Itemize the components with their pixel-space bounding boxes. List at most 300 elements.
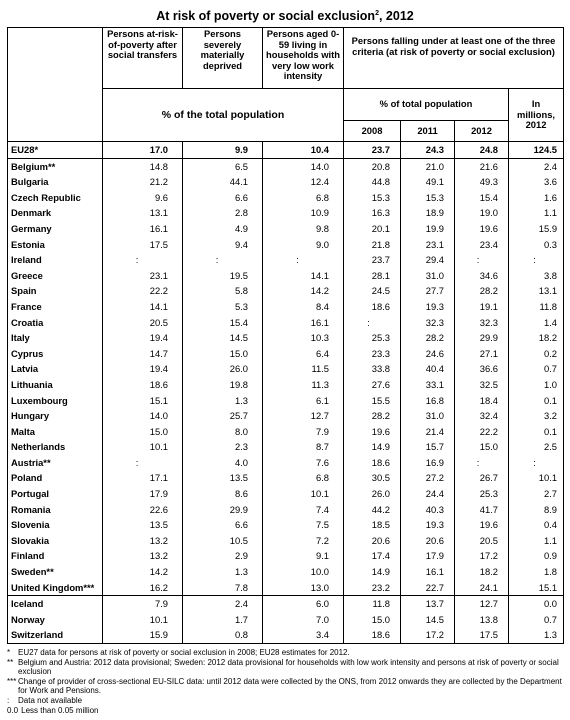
header-pct-total-population-sub: % of total population bbox=[344, 89, 509, 121]
footnote-marker: : bbox=[7, 695, 10, 705]
value-cell: 29.4 bbox=[401, 252, 455, 268]
footnote bbox=[7, 696, 570, 706]
value-cell: 1.7 bbox=[183, 612, 263, 628]
table-row bbox=[8, 346, 564, 362]
value-cell: 18.6 bbox=[344, 627, 401, 643]
table-row bbox=[8, 470, 564, 486]
value-cell: 3.8 bbox=[509, 268, 564, 284]
value-cell: 11.5 bbox=[263, 361, 344, 377]
value-cell: 9.9 bbox=[183, 142, 263, 159]
value-cell: 17.5 bbox=[103, 237, 183, 253]
value-cell: 13.1 bbox=[509, 283, 564, 299]
value-cell: 24.1 bbox=[455, 580, 509, 596]
value-cell: 24.5 bbox=[344, 283, 401, 299]
table-row bbox=[8, 486, 564, 502]
footnote bbox=[7, 658, 570, 677]
value-cell: 0.1 bbox=[509, 424, 564, 440]
value-cell: 25.3 bbox=[455, 486, 509, 502]
country-cell: Slovakia bbox=[11, 534, 50, 546]
footnote-text: Less than 0.05 million bbox=[21, 705, 99, 715]
value-cell: 16.8 bbox=[401, 393, 455, 409]
table-row bbox=[8, 237, 564, 253]
country-cell: Czech Republic bbox=[11, 191, 81, 203]
value-cell: 21.8 bbox=[344, 237, 401, 253]
value-cell: 21.4 bbox=[401, 424, 455, 440]
value-cell: 28.2 bbox=[344, 408, 401, 424]
value-cell: 23.7 bbox=[344, 252, 401, 268]
footnote-text: EU27 data for persons at risk of poverty or social exclusion in 2008; EU28 estimates for 2012. bbox=[18, 648, 350, 657]
value-cell: 44.2 bbox=[344, 502, 401, 518]
value-cell: 24.3 bbox=[401, 142, 455, 159]
value-cell: 11.8 bbox=[344, 596, 401, 612]
value-cell: 18.4 bbox=[455, 393, 509, 409]
value-cell: 13.2 bbox=[103, 533, 183, 549]
country-cell: Germany bbox=[11, 222, 52, 234]
value-cell: 1.3 bbox=[183, 564, 263, 580]
value-cell: 0.7 bbox=[509, 612, 564, 628]
table-row bbox=[8, 190, 564, 206]
table-row bbox=[8, 158, 564, 174]
value-cell: 8.6 bbox=[183, 486, 263, 502]
value-cell: 15.0 bbox=[344, 612, 401, 628]
value-cell: 15.4 bbox=[183, 315, 263, 331]
footnote bbox=[7, 677, 570, 696]
value-cell: 12.7 bbox=[263, 408, 344, 424]
value-cell: 4.9 bbox=[183, 221, 263, 237]
table-row bbox=[8, 627, 564, 643]
value-cell: 10.1 bbox=[103, 612, 183, 628]
value-cell: 1.8 bbox=[509, 564, 564, 580]
header-in-millions: In millions, 2012 bbox=[509, 89, 564, 142]
value-cell: 14.9 bbox=[344, 564, 401, 580]
value-cell: 21.6 bbox=[455, 158, 509, 174]
value-cell: 18.9 bbox=[401, 205, 455, 221]
value-cell: : bbox=[183, 252, 263, 268]
value-cell: 33.1 bbox=[401, 377, 455, 393]
footnote bbox=[7, 648, 570, 658]
country-cell: Estonia bbox=[11, 238, 45, 250]
value-cell: 27.6 bbox=[344, 377, 401, 393]
value-cell: 15.9 bbox=[509, 221, 564, 237]
value-cell: 13.2 bbox=[103, 548, 183, 564]
value-cell: 9.1 bbox=[263, 548, 344, 564]
value-cell: 17.1 bbox=[103, 470, 183, 486]
value-cell: 9.0 bbox=[263, 237, 344, 253]
value-cell: 0.2 bbox=[509, 346, 564, 362]
value-cell: 17.9 bbox=[401, 548, 455, 564]
value-cell: 6.8 bbox=[263, 190, 344, 206]
value-cell: 14.2 bbox=[103, 564, 183, 580]
table-row bbox=[8, 299, 564, 315]
value-cell: 26.0 bbox=[344, 486, 401, 502]
value-cell: 1.4 bbox=[509, 315, 564, 331]
value-cell: 15.3 bbox=[344, 190, 401, 206]
value-cell: 0.9 bbox=[509, 548, 564, 564]
value-cell: 15.1 bbox=[103, 393, 183, 409]
value-cell: 19.6 bbox=[455, 517, 509, 533]
value-cell: 14.1 bbox=[263, 268, 344, 284]
value-cell: 23.2 bbox=[344, 580, 401, 596]
value-cell: 7.4 bbox=[263, 502, 344, 518]
value-cell: 1.3 bbox=[509, 627, 564, 643]
value-cell: 14.7 bbox=[103, 346, 183, 362]
country-cell: Romania bbox=[11, 503, 51, 515]
value-cell: : bbox=[509, 252, 564, 268]
value-cell: 3.2 bbox=[509, 408, 564, 424]
value-cell: 27.7 bbox=[401, 283, 455, 299]
country-cell: Switzerland bbox=[11, 629, 64, 641]
value-cell: 15.0 bbox=[183, 346, 263, 362]
value-cell: 13.7 bbox=[401, 596, 455, 612]
value-cell: 32.4 bbox=[455, 408, 509, 424]
value-cell: 10.9 bbox=[263, 205, 344, 221]
value-cell: 16.9 bbox=[401, 455, 455, 471]
value-cell: 18.6 bbox=[103, 377, 183, 393]
value-cell: 8.9 bbox=[509, 502, 564, 518]
value-cell: 2.4 bbox=[509, 158, 564, 174]
value-cell: 17.5 bbox=[455, 627, 509, 643]
table-row bbox=[8, 408, 564, 424]
country-cell: Portugal bbox=[11, 488, 50, 500]
table-row bbox=[8, 393, 564, 409]
value-cell: : bbox=[103, 252, 183, 268]
table-row bbox=[8, 142, 564, 159]
header-at-risk-of-poverty: Persons at-risk-of-poverty after social transfers bbox=[103, 28, 183, 89]
country-cell: United Kingdom*** bbox=[11, 581, 95, 593]
value-cell: 20.1 bbox=[344, 221, 401, 237]
value-cell: 15.4 bbox=[455, 190, 509, 206]
value-cell: 4.0 bbox=[183, 455, 263, 471]
value-cell: 19.6 bbox=[344, 424, 401, 440]
value-cell: 15.7 bbox=[401, 439, 455, 455]
value-cell: 19.6 bbox=[455, 221, 509, 237]
value-cell: 29.9 bbox=[455, 330, 509, 346]
table-row bbox=[8, 612, 564, 628]
header-low-work-intensity: Persons aged 0-59 living in households with very low work intensity bbox=[263, 28, 344, 89]
value-cell: 14.5 bbox=[183, 330, 263, 346]
value-cell: 49.3 bbox=[455, 174, 509, 190]
country-cell: Hungary bbox=[11, 410, 50, 422]
value-cell: 2.9 bbox=[183, 548, 263, 564]
country-cell: Bulgaria bbox=[11, 176, 49, 188]
value-cell: 24.8 bbox=[455, 142, 509, 159]
value-cell: 34.6 bbox=[455, 268, 509, 284]
footnote-text: Change of provider of cross-sectional EU-SILC data: until 2012 data were collected by the ONS, from 2012 onwards they are collected by the Department for Work and Pensions. bbox=[18, 676, 562, 696]
value-cell: 10.1 bbox=[263, 486, 344, 502]
value-cell: 18.2 bbox=[509, 330, 564, 346]
value-cell: 16.3 bbox=[344, 205, 401, 221]
value-cell: 28.2 bbox=[401, 330, 455, 346]
value-cell: 17.2 bbox=[401, 627, 455, 643]
value-cell: 19.9 bbox=[401, 221, 455, 237]
value-cell: 12.7 bbox=[455, 596, 509, 612]
table-row bbox=[8, 330, 564, 346]
table-row bbox=[8, 205, 564, 221]
value-cell: 0.4 bbox=[509, 517, 564, 533]
country-cell: Spain bbox=[11, 285, 37, 297]
value-cell: 1.0 bbox=[509, 377, 564, 393]
value-cell: 17.4 bbox=[344, 548, 401, 564]
value-cell: 20.6 bbox=[401, 533, 455, 549]
value-cell: 25.7 bbox=[183, 408, 263, 424]
country-cell: Belgium** bbox=[8, 158, 103, 174]
value-cell: 6.5 bbox=[183, 158, 263, 174]
value-cell: 32.3 bbox=[401, 315, 455, 331]
table-row bbox=[8, 564, 564, 580]
value-cell: : bbox=[455, 252, 509, 268]
value-cell: 6.4 bbox=[263, 346, 344, 362]
table-row bbox=[8, 548, 564, 564]
value-cell: 1.1 bbox=[509, 533, 564, 549]
value-cell: 14.0 bbox=[103, 408, 183, 424]
table-row bbox=[8, 268, 564, 284]
value-cell: 27.1 bbox=[455, 346, 509, 362]
value-cell: 40.3 bbox=[401, 502, 455, 518]
value-cell: 7.9 bbox=[263, 424, 344, 440]
country-cell: Latvia bbox=[11, 363, 39, 375]
header-at-least-one-criteria: Persons falling under at least one of the three criteria (at risk of poverty or social exclusion) bbox=[344, 28, 564, 89]
value-cell: 22.2 bbox=[103, 283, 183, 299]
value-cell: 16.2 bbox=[103, 580, 183, 596]
value-cell: 10.0 bbox=[263, 564, 344, 580]
value-cell: 30.5 bbox=[344, 470, 401, 486]
value-cell: 31.0 bbox=[401, 408, 455, 424]
country-cell: Malta bbox=[11, 425, 35, 437]
value-cell: 1.3 bbox=[183, 393, 263, 409]
value-cell: 24.6 bbox=[401, 346, 455, 362]
value-cell: 6.6 bbox=[183, 190, 263, 206]
table-row bbox=[8, 377, 564, 393]
table-row bbox=[8, 517, 564, 533]
value-cell: 44.1 bbox=[183, 174, 263, 190]
value-cell: 0.3 bbox=[509, 237, 564, 253]
value-cell: 15.0 bbox=[103, 424, 183, 440]
value-cell: 27.2 bbox=[401, 470, 455, 486]
table-title: At risk of poverty or social exclusion$^2$, 2012 bbox=[156, 9, 414, 23]
value-cell: 16.1 bbox=[103, 221, 183, 237]
footnote bbox=[7, 706, 570, 716]
value-cell: 14.1 bbox=[103, 299, 183, 315]
country-cell: France bbox=[11, 300, 42, 312]
value-cell: 3.4 bbox=[263, 627, 344, 643]
country-cell: Austria** bbox=[11, 456, 51, 468]
value-cell: 8.4 bbox=[263, 299, 344, 315]
country-cell: Slovenia bbox=[11, 519, 50, 531]
value-cell: 20.6 bbox=[344, 533, 401, 549]
value-cell: : bbox=[263, 252, 344, 268]
value-cell: 19.5 bbox=[183, 268, 263, 284]
value-cell: 3.6 bbox=[509, 174, 564, 190]
value-cell: 15.1 bbox=[509, 580, 564, 596]
value-cell: 11.3 bbox=[263, 377, 344, 393]
value-cell: 28.1 bbox=[344, 268, 401, 284]
value-cell: 2.3 bbox=[183, 439, 263, 455]
value-cell: 33.8 bbox=[344, 361, 401, 377]
value-cell: 25.3 bbox=[344, 330, 401, 346]
value-cell: 22.2 bbox=[455, 424, 509, 440]
value-cell: 6.8 bbox=[263, 470, 344, 486]
value-cell: : bbox=[344, 315, 401, 331]
value-cell: 19.4 bbox=[103, 361, 183, 377]
value-cell: 19.3 bbox=[401, 299, 455, 315]
value-cell: 16.1 bbox=[263, 315, 344, 331]
value-cell: 11.8 bbox=[509, 299, 564, 315]
value-cell: 20.5 bbox=[103, 315, 183, 331]
country-cell: EU28* bbox=[8, 142, 103, 159]
value-cell: 16.1 bbox=[401, 564, 455, 580]
value-cell: 14.0 bbox=[263, 158, 344, 174]
value-cell: 23.7 bbox=[344, 142, 401, 159]
value-cell: 41.7 bbox=[455, 502, 509, 518]
value-cell: 9.6 bbox=[103, 190, 183, 206]
value-cell: 23.1 bbox=[401, 237, 455, 253]
value-cell: 0.7 bbox=[509, 361, 564, 377]
value-cell: 7.2 bbox=[263, 533, 344, 549]
value-cell: 0.0 bbox=[509, 596, 564, 612]
table-row bbox=[8, 283, 564, 299]
footnote-text: Data not available bbox=[18, 695, 83, 705]
value-cell: 23.4 bbox=[455, 237, 509, 253]
value-cell: 10.5 bbox=[183, 533, 263, 549]
value-cell: 14.2 bbox=[263, 283, 344, 299]
value-cell: 15.9 bbox=[103, 627, 183, 643]
header-materially-deprived: Persons severely materially deprived bbox=[183, 28, 263, 89]
country-cell: Denmark bbox=[11, 207, 52, 219]
value-cell: 5.3 bbox=[183, 299, 263, 315]
value-cell: 8.0 bbox=[183, 424, 263, 440]
country-cell: Cyprus bbox=[11, 347, 44, 359]
table-row bbox=[8, 361, 564, 377]
header-year-2011: 2011 bbox=[401, 121, 455, 142]
value-cell: 1.6 bbox=[509, 190, 564, 206]
value-cell: 2.4 bbox=[183, 596, 263, 612]
value-cell: 9.8 bbox=[263, 221, 344, 237]
table-row bbox=[8, 221, 564, 237]
value-cell: : bbox=[509, 455, 564, 471]
value-cell: 19.1 bbox=[455, 299, 509, 315]
value-cell: 29.9 bbox=[183, 502, 263, 518]
header-year-2008: 2008 bbox=[344, 121, 401, 142]
value-cell: 14.8 bbox=[103, 158, 183, 174]
footnote-marker: ** bbox=[7, 657, 14, 667]
value-cell: 32.3 bbox=[455, 315, 509, 331]
table-row bbox=[8, 455, 564, 471]
value-cell: 22.7 bbox=[401, 580, 455, 596]
table-row bbox=[8, 580, 564, 596]
value-cell: 14.9 bbox=[344, 439, 401, 455]
value-cell: 6.0 bbox=[263, 596, 344, 612]
country-cell: Iceland bbox=[8, 596, 103, 612]
value-cell: 19.3 bbox=[401, 517, 455, 533]
value-cell: 13.1 bbox=[103, 205, 183, 221]
value-cell: 18.6 bbox=[344, 299, 401, 315]
value-cell: 19.0 bbox=[455, 205, 509, 221]
country-cell: Lithuania bbox=[11, 378, 53, 390]
value-cell: 24.4 bbox=[401, 486, 455, 502]
value-cell: 21.2 bbox=[103, 174, 183, 190]
header-year-2012: 2012 bbox=[455, 121, 509, 142]
value-cell: 10.1 bbox=[509, 470, 564, 486]
value-cell: 36.6 bbox=[455, 361, 509, 377]
country-cell: Netherlands bbox=[11, 441, 66, 453]
footnote-marker: *** bbox=[7, 676, 17, 686]
footnote-marker: 0.0 bbox=[7, 705, 19, 715]
value-cell: 49.1 bbox=[401, 174, 455, 190]
value-cell: 13.0 bbox=[263, 580, 344, 596]
value-cell: 17.2 bbox=[455, 548, 509, 564]
value-cell: 22.6 bbox=[103, 502, 183, 518]
value-cell: 17.9 bbox=[103, 486, 183, 502]
value-cell: 6.6 bbox=[183, 517, 263, 533]
value-cell: 13.8 bbox=[455, 612, 509, 628]
value-cell: 7.8 bbox=[183, 580, 263, 596]
table-row bbox=[8, 174, 564, 190]
table-row bbox=[8, 252, 564, 268]
value-cell: 19.8 bbox=[183, 377, 263, 393]
value-cell: 23.3 bbox=[344, 346, 401, 362]
value-cell: 40.4 bbox=[401, 361, 455, 377]
value-cell: 0.8 bbox=[183, 627, 263, 643]
value-cell: 9.4 bbox=[183, 237, 263, 253]
value-cell: 5.8 bbox=[183, 283, 263, 299]
value-cell: 10.1 bbox=[103, 439, 183, 455]
value-cell: 13.5 bbox=[103, 517, 183, 533]
value-cell: 19.4 bbox=[103, 330, 183, 346]
value-cell: 2.7 bbox=[509, 486, 564, 502]
value-cell: 10.4 bbox=[263, 142, 344, 159]
country-cell: Sweden** bbox=[11, 566, 54, 578]
value-cell: 15.3 bbox=[401, 190, 455, 206]
value-cell: 17.0 bbox=[103, 142, 183, 159]
value-cell: 23.1 bbox=[103, 268, 183, 284]
value-cell: 1.1 bbox=[509, 205, 564, 221]
value-cell: 12.4 bbox=[263, 174, 344, 190]
footnote-marker: * bbox=[7, 648, 11, 657]
value-cell: 28.2 bbox=[455, 283, 509, 299]
value-cell: 18.5 bbox=[344, 517, 401, 533]
country-cell: Finland bbox=[11, 550, 45, 562]
value-cell: 7.6 bbox=[263, 455, 344, 471]
value-cell: 15.0 bbox=[455, 439, 509, 455]
value-cell: 31.0 bbox=[401, 268, 455, 284]
table-row bbox=[8, 439, 564, 455]
table-row bbox=[8, 533, 564, 549]
value-cell: 124.5 bbox=[509, 142, 564, 159]
value-cell: 20.8 bbox=[344, 158, 401, 174]
value-cell: 26.0 bbox=[183, 361, 263, 377]
value-cell: 8.7 bbox=[263, 439, 344, 455]
table-row bbox=[8, 315, 564, 331]
value-cell: 10.3 bbox=[263, 330, 344, 346]
country-cell: Poland bbox=[11, 472, 43, 484]
value-cell: 44.8 bbox=[344, 174, 401, 190]
value-cell: 0.1 bbox=[509, 393, 564, 409]
value-cell: : bbox=[455, 455, 509, 471]
country-cell: Italy bbox=[11, 332, 30, 344]
value-cell: 21.0 bbox=[401, 158, 455, 174]
value-cell: 20.5 bbox=[455, 533, 509, 549]
country-cell: Norway bbox=[11, 613, 45, 625]
value-cell: 26.7 bbox=[455, 470, 509, 486]
value-cell: 18.2 bbox=[455, 564, 509, 580]
poverty-table bbox=[7, 27, 564, 644]
value-cell: 7.5 bbox=[263, 517, 344, 533]
value-cell: 32.5 bbox=[455, 377, 509, 393]
country-cell: Croatia bbox=[11, 316, 44, 328]
table-row bbox=[8, 424, 564, 440]
value-cell: 14.5 bbox=[401, 612, 455, 628]
country-cell: Ireland bbox=[11, 254, 42, 266]
